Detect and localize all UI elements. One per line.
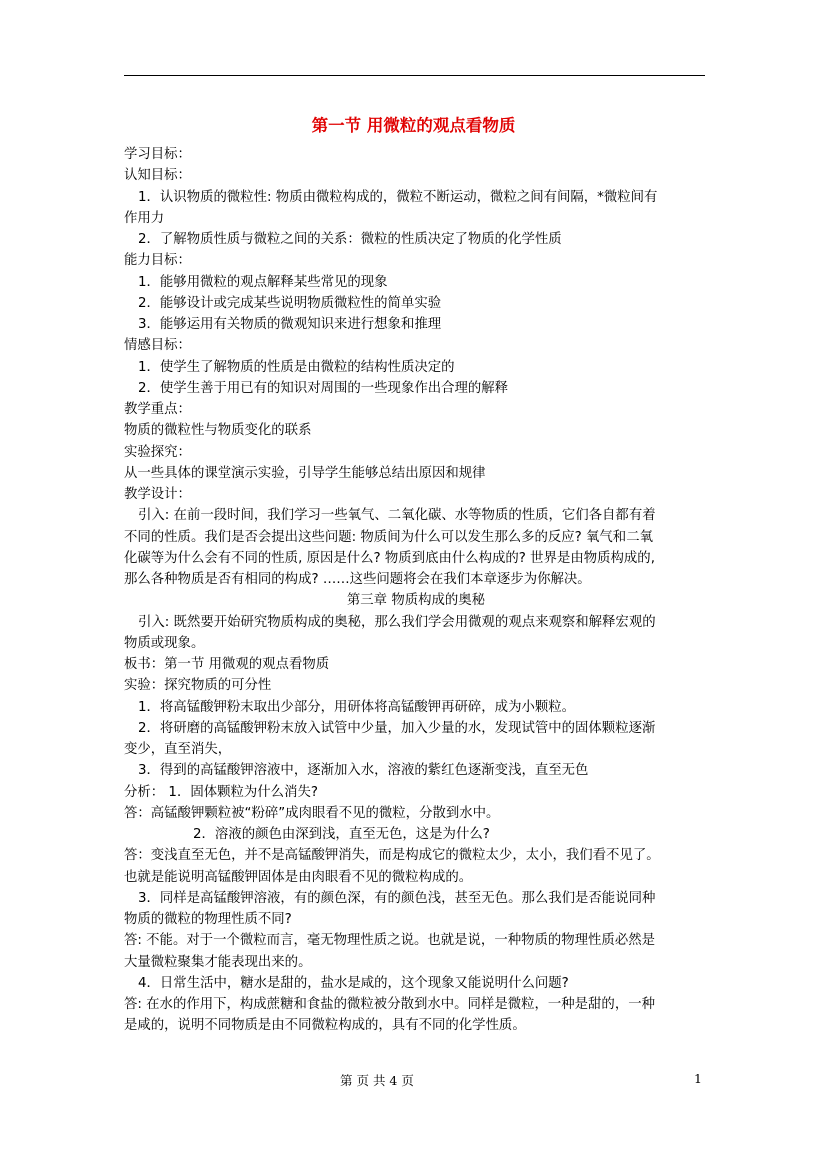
text-line: 答：高锰酸钾颗粒被“粉碎”成肉眼看不见的微粒，分散到水中。 (124, 805, 500, 821)
text-line: 3．能够运用有关物质的微观知识来进行想象和推理 (138, 317, 442, 332)
text-line: 2．了解物质性质与微粒之间的关系：微粒的性质决定了物质的化学性质 (138, 232, 562, 247)
text-line: 大量微粒聚集才能表现出来的。 (124, 954, 312, 970)
text-line: 引入: 既然要开始研究物质构成的奥秘，那么我们学会用微观的观点来观察和解释宏观的 (138, 614, 656, 630)
text-line: 1．能够用微粒的观点解释某些常见的现象 (138, 274, 388, 290)
text-line: 作用力 (124, 210, 165, 226)
text-line: 答: 不能。对于一个微粒而言，毫无物理性质之说。也就是说，一种物质的物理性质必然是 (124, 933, 655, 949)
text-line: 也就是能说明高锰酸钾固体是由肉眼看不见的微粒构成的。 (124, 869, 473, 885)
text-line: 变少，直至消失， (124, 742, 232, 757)
text-line: 2．使学生善于用已有的知识对周围的一些现象作出合理的解释 (138, 380, 509, 396)
text-line: 教学设计： (124, 487, 191, 502)
text-line: 物质的微粒的物理性质不同? (124, 912, 292, 927)
text-line: 认知目标： (124, 168, 191, 184)
text-line: 物质的微粒性与物质变化的联系 (124, 423, 312, 439)
text-line: 能力目标： (124, 253, 191, 269)
document-body (124, 144, 708, 1037)
header-rule (124, 75, 705, 76)
text-line: 那么各种物质是否有相同的构成? ……这些问题将会在我们本章逐步为你解决。 (124, 572, 591, 587)
page-title: 第一节 用微粒的观点看物质 (311, 116, 516, 135)
text-line: 从一些具体的课堂演示实验，引导学生能够总结出原因和规律 (124, 465, 486, 481)
text-line: 板书：第一节 用微观的观点看物质 (124, 657, 330, 672)
text-line: 3．同样是高锰酸钾溶液，有的颜色深，有的颜色浅，甚至无色。那么我们是否能说同种 (138, 890, 656, 906)
text-line: 物质或现象。 (124, 635, 205, 651)
text-line: 1．将高锰酸钾粉末取出少部分，用研体将高锰酸钾再研碎，成为小颗粒。 (138, 699, 576, 715)
page-count-label: 第 页 共 4 页 (340, 1073, 414, 1088)
text-line: 分析： 1．固体颗粒为什么消失? (124, 784, 318, 800)
text-line: 教学重点： (124, 402, 191, 417)
text-line: 学习目标： (124, 147, 191, 162)
text-line: 是咸的，说明不同物质是由不同微粒构成的，具有不同的化学性质。 (124, 1018, 526, 1034)
text-line: 情感目标： (124, 338, 191, 354)
text-line: 答：变浅直至无色，并不是高锰酸钾消失，而是构成它的微粒太少，太小，我们看不见了。 (124, 848, 660, 864)
text-line: 化碳等为什么会有不同的性质, 原因是什么? 物质到底由什么构成的? 世界是由物质构成的, (124, 550, 655, 566)
chapter-heading: 第三章 物质构成的奥秘 (346, 593, 486, 609)
text-line: 引入: 在前一段时间，我们学习一些氧气、二氧化碳、水等物质的性质，它们各自都有着 (138, 508, 656, 524)
text-line: 2．将研磨的高锰酸钾粉末放入试管中少量，加入少量的水，发现试管中的固体颗粒逐渐 (138, 720, 656, 736)
text-line: 1．认识物质的微粒性: 物质由微粒构成的，微粒不断运动，微粒之间有间隔，*微粒间有 (138, 189, 658, 205)
text-line: 实验：探究物质的可分性 (124, 678, 272, 694)
text-line: 3．得到的高锰酸钾溶液中，逐渐加入水，溶液的紫红色逐渐变浅，直至无色 (138, 763, 589, 779)
text-line: 2．能够设计或完成某些说明物质微粒性的简单实验 (138, 295, 442, 311)
text-line: 4．日常生活中，糖水是甜的，盐水是咸的，这个现象又能说明什么问题? (138, 975, 569, 991)
text-line: 不同的性质。我们是否会提出这些问题: 物质间为什么可以发生那么多的反应? 氧气和二氧 (124, 529, 653, 545)
text-line: 2．溶液的颜色由深到浅，直至无色，这是为什么? (193, 827, 490, 842)
page-number: 1 (694, 1071, 702, 1086)
text-line: 实验探究： (124, 444, 191, 460)
text-line: 答: 在水的作用下，构成蔗糖和食盐的微粒被分散到水中。同样是微粒，一种是甜的，一种 (124, 997, 655, 1012)
text-line: 1．使学生了解物质的性质是由微粒的结构性质决定的 (138, 359, 455, 375)
